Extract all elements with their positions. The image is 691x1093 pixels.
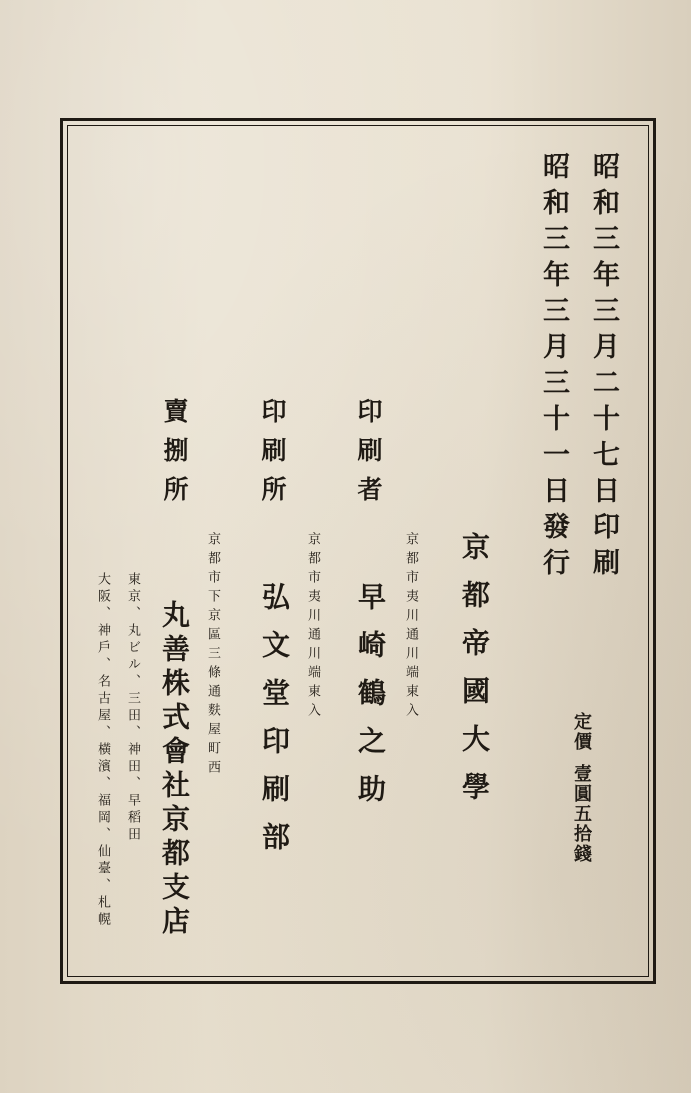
printer-name: 早崎鶴之助 (354, 582, 387, 822)
printer-label: 印刷者 (354, 398, 383, 515)
seller-branches-line2: 大阪、神戶、名古屋、橫濱、福岡、仙臺、札幌 (95, 572, 110, 929)
print-date: 昭和三年三月二十七日印刷 (588, 152, 619, 584)
seller-label: 賣捌所 (160, 398, 189, 515)
seller-name: 丸善株式會社京都支店 (158, 600, 191, 940)
printing-house-label: 印刷所 (258, 398, 287, 515)
issue-date: 昭和三年三月三十一日發行 (538, 152, 569, 584)
printing-house-address: 京都市下京區三條通麩屋町西 (205, 532, 220, 779)
price-label: 定價 (571, 712, 592, 752)
publisher-address: 京都市夷川通川端東入 (403, 532, 418, 722)
printing-house-name: 弘文堂印刷部 (258, 582, 291, 870)
price-value: 壹圓五拾錢 (571, 764, 592, 864)
seller-branches-line1: 東京、丸ビル、三田、神田、早稻田 (125, 572, 140, 844)
printer-address: 京都市夷川通川端東入 (305, 532, 320, 722)
publisher-name: 京都帝國大學 (458, 532, 491, 820)
